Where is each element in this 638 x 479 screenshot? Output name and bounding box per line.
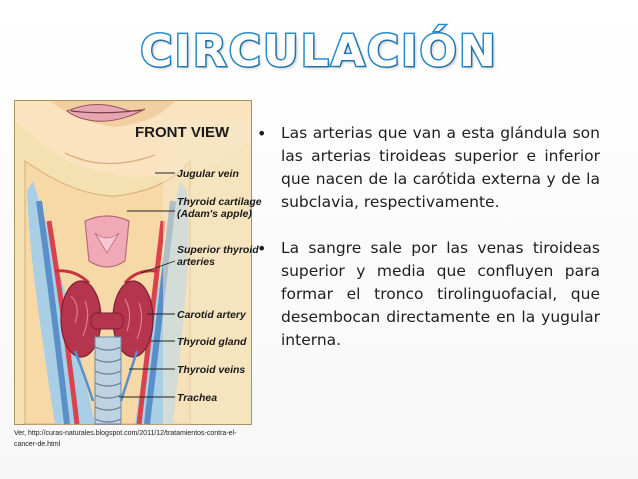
bullet-venas: • La sangre sale por las venas tiroideas superior y media que confluyen para formar el tronco tirolinguofacial, que desembocan directamente en la yugular interna. <box>255 237 600 352</box>
figure-heading: FRONT VIEW <box>135 124 230 141</box>
thyroid-illustration <box>15 101 262 424</box>
bullet-arterias: • Las arterias que van a esta glándula son las arterias tiroideas superior e inferior que nacen de la carótida externa y de la subclavia, respectivamente. <box>255 122 600 214</box>
label-carotid-artery: Carotid artery <box>177 309 246 321</box>
thyroid-isthmus <box>91 313 123 329</box>
thyroid-anatomy-figure <box>14 100 262 425</box>
label-thyroid-gland: Thyroid gland <box>177 336 247 348</box>
label-superior-thyroid-arteries: arteries <box>177 256 215 268</box>
label-thyroid-cartilage: Thyroid cartilage <box>177 196 262 208</box>
bullet-list <box>255 122 600 375</box>
label-thyroid-veins: Thyroid veins <box>177 364 246 376</box>
label-adams-apple: (Adam's apple) <box>177 208 252 220</box>
slide-title: CIRCULACIÓN <box>140 26 498 77</box>
label-trachea: Trachea <box>177 392 218 404</box>
label-jugular-vein: Jugular vein <box>177 168 239 180</box>
label-superior-thyroid: Superior thyroid <box>177 244 259 256</box>
figure-source-caption: Ver, http://curas-naturales.blogspot.com/2011/12/tratamientos-contra-el-cancer-de.html <box>14 430 237 448</box>
